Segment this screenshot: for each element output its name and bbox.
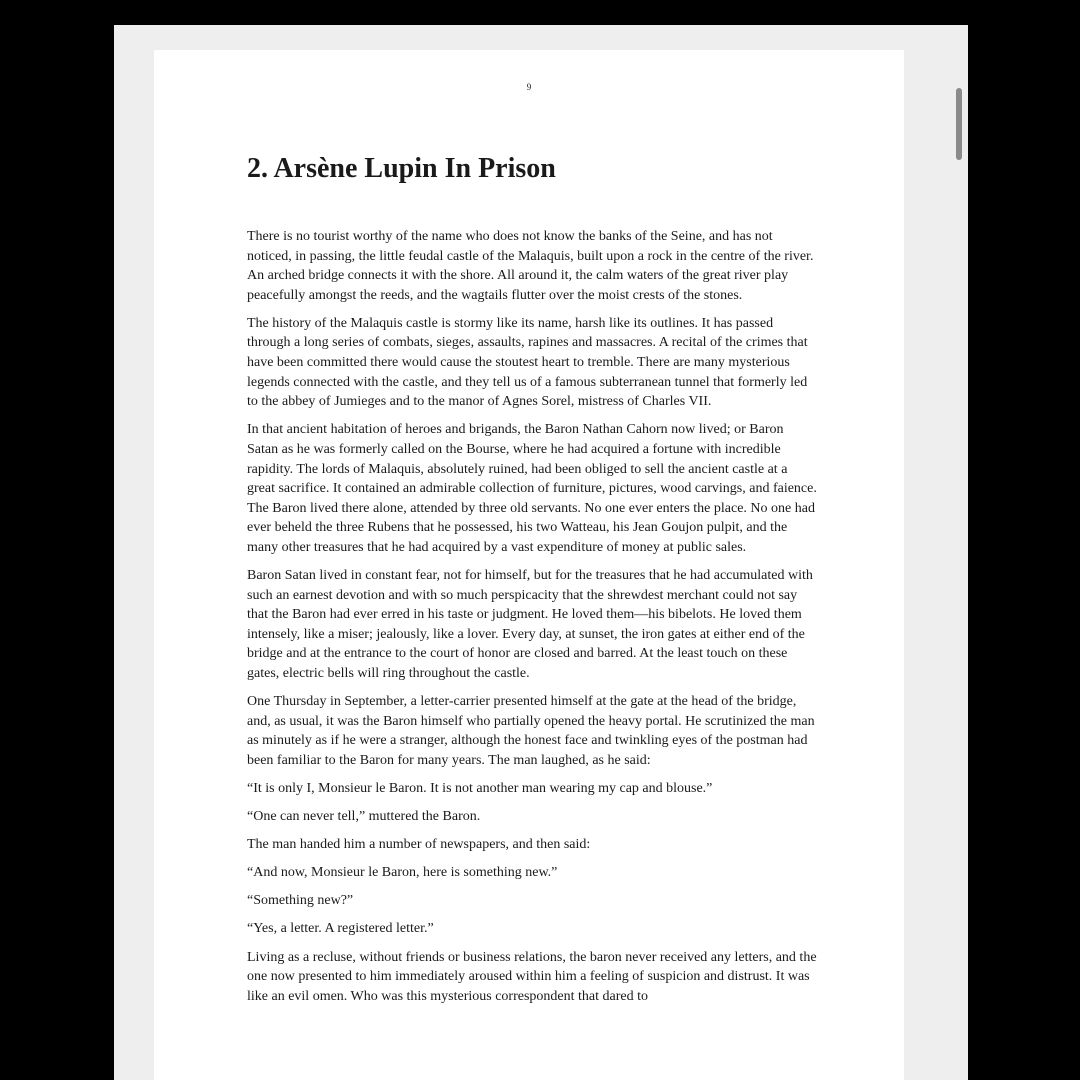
document-viewer — [114, 25, 968, 1080]
chapter-title: 2. Arsène Lupin In Prison — [247, 153, 556, 184]
document-page — [154, 50, 904, 1080]
page-number: 9 — [526, 82, 532, 92]
paragraph: “And now, Monsieur le Baron, here is something new.” — [247, 865, 558, 881]
paragraph: One Thursday in September, a letter-carrier presented himself at the gate at the head of the bridge, and, as usual, it was the Baron himself who partially opened the heavy portal. He scrutinized the man as minutely as if he were a stranger, although the honest face and twinkling eyes of the postman had been familiar to the Baron for many years. The man laughed, as he said: — [247, 694, 815, 768]
paragraph: Living as a recluse, without friends or business relations, the baron never received any letters, and the one now presented to him immediately aroused within him a feeling of suspicion and distrust. It was like an evil omen. Who was this mysterious correspondent that dared to — [247, 949, 817, 1004]
paragraph: “One can never tell,” muttered the Baron. — [247, 809, 481, 825]
paragraph: “Something new?” — [247, 893, 354, 909]
paragraph: The history of the Malaquis castle is stormy like its name, harsh like its outlines. It has passed through a long series of combats, sieges, assaults, rapines and massacres. A recital of the crimes that have been committed there would cause the stoutest heart to tremble. There are many mysterious legends connected with the castle, and they tell us of a famous subterranean tunnel that formerly led to the abbey of Jumieges and to the manor of Agnes Sorel, mistress of Charles VII. — [247, 315, 808, 410]
paragraph: There is no tourist worthy of the name who does not know the banks of the Seine, and has not noticed, in passing, the little feudal castle of the Malaquis, built upon a rock in the centre of the river. An arched bridge connects it with the shore. All around it, the calm waters of the great river play peacefully amongst the reeds, and the wagtails flutter over the moist crests of the stones. — [247, 229, 814, 303]
paragraph: “It is only I, Monsieur le Baron. It is not another man wearing my cap and blouse.” — [247, 780, 713, 796]
paragraph: The man handed him a number of newspapers, and then said: — [247, 837, 591, 853]
paragraph: Baron Satan lived in constant fear, not for himself, but for the treasures that he had accumulated with such an earnest devotion and with so much perspicacity that the shrewdest merchant could not say that the Baron had ever erred in his taste or judgment. He loved them—his bibelots. He loved them intensely, like a miser; jealously, like a lover. Every day, at sunset, the iron gates at either end of the bridge and at the entrance to the court of honor are closed and barred. At the least touch on these gates, electric bells will ring throughout the castle. — [247, 568, 813, 681]
vertical-scrollbar[interactable] — [956, 80, 962, 1070]
body-text — [247, 227, 817, 1015]
paragraph: “Yes, a letter. A registered letter.” — [247, 921, 434, 937]
paragraph: In that ancient habitation of heroes and brigands, the Baron Nathan Cahorn now lived; or Baron Satan as he was formerly called on the Bourse, where he had acquired a fortune with incredible rapidity. The lords of Malaquis, absolutely ruined, had been obliged to sell the ancient castle at a great sacrifice. It contained an admirable collection of furniture, pictures, wood carvings, and faience. The Baron lived there alone, attended by three old servants. No one ever enters the place. No one had ever beheld the three Rubens that he possessed, his two Watteau, his Jean Goujon pulpit, and the many other treasures that he had acquired by a vast expenditure of money at public sales. — [247, 422, 817, 555]
scrollbar-thumb[interactable] — [956, 88, 962, 160]
